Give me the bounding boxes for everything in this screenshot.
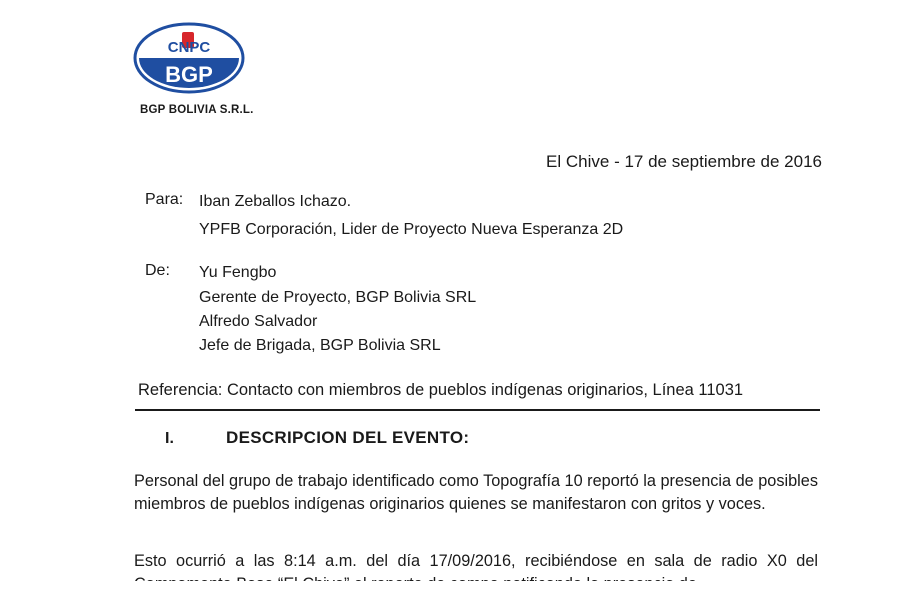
section-title: DESCRIPCION DEL EVENTO: bbox=[226, 428, 470, 447]
company-name: BGP BOLIVIA S.R.L. bbox=[140, 104, 254, 116]
recipient-role: YPFB Corporación, Lider de Proyecto Nueva Esperanza 2D bbox=[199, 221, 624, 238]
svg-text:CNPC: CNPC bbox=[167, 39, 211, 56]
reference-line: Referencia: Contacto con miembros de pueblos indígenas originarios, Línea 11031 bbox=[138, 381, 744, 399]
svg-text:BGP: BGP bbox=[165, 62, 213, 87]
date-line: El Chive - 17 de septiembre de 2016 bbox=[546, 152, 822, 171]
from-label: De: bbox=[145, 262, 170, 279]
cnpc-bgp-logo bbox=[133, 22, 245, 94]
body-paragraph: Personal del grupo de trabajo identificado como Topografía 10 reportó la presencia de posibles miembros de pueblos indígenas originarios quienes se manifestaron con gritos y voces. bbox=[134, 472, 818, 513]
sender-line: Gerente de Proyecto, BGP Bolivia SRL bbox=[199, 289, 477, 306]
to-label: Para: bbox=[145, 191, 184, 208]
recipient-name: Iban Zeballos Ichazo. bbox=[199, 193, 352, 210]
section-number: I. bbox=[165, 430, 174, 447]
reference-divider bbox=[135, 409, 820, 411]
page-cutoff bbox=[0, 581, 900, 616]
body-paragraph: Esto ocurrió a las 8:14 a.m. del día 17/09/2016, recibiéndose en sala de radio X0 del bbox=[134, 552, 818, 570]
sender-line: Alfredo Salvador bbox=[199, 313, 318, 330]
sender-line: Jefe de Brigada, BGP Bolivia SRL bbox=[199, 337, 441, 354]
sender-line: Yu Fengbo bbox=[199, 264, 277, 281]
